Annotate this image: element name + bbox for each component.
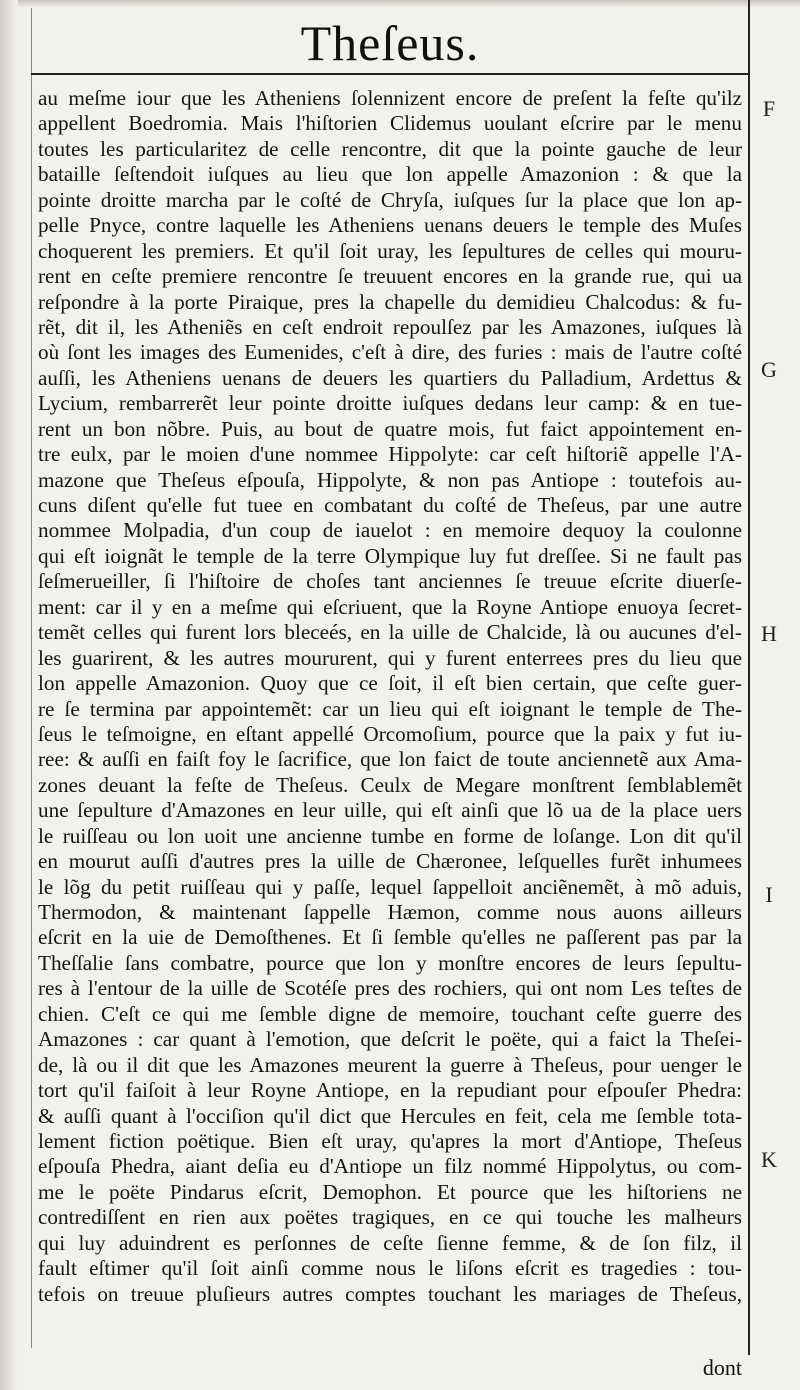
text-line: Amazones : car quant à l'emotion, que deſcrit le poëte, qui a faict la Theſei- [38, 1027, 742, 1052]
text-line: re ſe termina par appointemẽt: car un lieu qui eſt ioignant le temple de The- [38, 696, 742, 721]
text-line: Lycium, rembarrerẽt leur pointe droitte iuſques dedans leur camp: & en tue- [38, 391, 742, 416]
text-line: où ſont les images des Eumenides, c'eſt à dire, des furies : mais de l'autre coſté [38, 340, 742, 365]
text-line: tefois on treuue pluſieurs autres comptes touchant les mariages de Theſeus, [38, 1281, 742, 1306]
text-line: mazone que Theſeus eſpouſa, Hippolyte, & non pas Antiope : toutefois au- [38, 467, 742, 492]
text-line: rẽt, dit il, les Atheniẽs en ceſt endroit repoulſez par les Amazones, iuſques là [38, 314, 742, 339]
text-line: au meſme iour que les Atheniens ſolennizent encore de preſent la feſte qu'ilz [38, 86, 742, 110]
text-line: lement fiction poëtique. Bien eſt uray, qu'apres la mort d'Antiope, Theſeus [38, 1128, 742, 1153]
text-line: cuns diſent qu'elle fut tuee en combatant du coſté de Theſeus, par une autre [38, 493, 742, 517]
catchword: dont [702, 1355, 742, 1380]
header-rule [31, 73, 749, 75]
text-line: rent un bon nõbre. Puis, au bout de quatre mois, fut faict appointement en- [38, 416, 742, 441]
text-line: ree: & auſſi en faiſt foy le ſacrifice, que lon faict de toute anciennetẽ aux Ama- [38, 747, 742, 772]
text-line: tort qu'il faiſoit à leur Royne Antiope, en la repudiant pour eſpouſer Phedra: [38, 1078, 742, 1103]
text-line: ſeus le teſmoigne, en eſtant appellé Orcomoſium, pource que la paix y fut iu- [38, 721, 742, 746]
text-line: Thermodon, & maintenant ſappelle Hæmon, comme nous auons ailleurs [38, 900, 742, 924]
margin-letter-k: K [761, 1147, 777, 1172]
page-top-edge [0, 0, 800, 8]
text-line: pointe droitte marcha par le coſté de Chryſa, iuſques ſur la place que lon ap- [38, 187, 742, 212]
text-line: le lõg du petit ruiſſeau qui y paſſe, lequel ſappelloit anciẽnemẽt, à mõ aduis, [38, 874, 742, 899]
right-border-rule [748, 0, 750, 1355]
gutter-shadow [0, 0, 18, 1390]
margin-letter-i: I [765, 882, 773, 907]
text-line: rent en ceſte premiere rencontre ſe treuuent encores en la grande rue, qui ua [38, 264, 742, 289]
margin-letter-h: H [761, 621, 777, 646]
running-head: Theſeus. [300, 15, 480, 71]
text-line: une ſepulture d'Amazones en leur uille, qui eſt ainſi que lõ ua de la place uers [38, 798, 742, 823]
text-line: Theſſalie ſans combatre, pource que lon y monſtre encores de leurs ſepultu- [38, 950, 742, 975]
text-line: qui eſt ioignãt le temple de la terre Olympique luy fut dreſſee. Si ne fault pas [38, 543, 742, 568]
margin-letter-f: F [762, 96, 776, 121]
text-line: appellent Boedromia. Mais l'hiſtorien Clidemus uoulant eſcrire par le menu [38, 111, 742, 136]
text-line: les guarirent, & les autres moururent, qui y furent enterrees pres du lieu que [38, 645, 742, 670]
text-line: me le poëte Pindarus eſcrit, Demophon. Et pource que les hiſtoriens ne [38, 1179, 742, 1204]
text-line: tre eulx, par le moien d'une nommee Hippolyte: car ceſt hiſtoriẽ appelle l'A- [38, 442, 742, 467]
left-border-rule [31, 8, 32, 1348]
text-line: nommee Molpadia, d'un coup de iauelot : en memoire dequoy la coulonne [38, 518, 742, 543]
text-line: chien. C'eſt ce qui me ſemble digne de memoire, touchant ceſte guerre des [38, 1001, 742, 1026]
text-line: fault eſtimer qu'il ſoit ainſi comme nous le liſons eſcrit es tragedies : tou- [38, 1256, 742, 1281]
text-line: temẽt celles qui furent lors bleceés, en la uille de Chalcide, là ou aucunes d'el- [38, 620, 742, 645]
text-line: eſpouſa Phedra, aiant deſia eu d'Antiope un filz nommé Hippolytus, ou com- [38, 1154, 742, 1179]
text-line: qui luy aduindrent es perſonnes de ceſte ſienne femme, & de ſon filz, il [38, 1230, 742, 1255]
text-line: toutes les particularitez de celle rencontre, dit que la pointe gauche de leur [38, 136, 742, 161]
text-line: bataille ſeſtendoit iuſques au lieu que lon appelle Amazonion : & que la [38, 162, 742, 187]
text-line: zones deuant la feſte de Theſeus. Ceulx de Megare monſtrent ſemblablemẽt [38, 772, 742, 797]
text-line: & auſſi quant à l'occiſion qu'il dict que Hercules en feit, cela me ſemble tota- [38, 1103, 742, 1128]
text-line: en mourut auſſi d'autres pres la uille de Chæronee, leſquelles furẽt inhumees [38, 849, 742, 874]
text-line: le ruiſſeau ou lon uoit une ancienne tumbe en forme de loſange. Lon dit qu'il [38, 823, 742, 848]
text-line: reſpondre à la porte Piraique, pres la chapelle du demidieu Chalcodus: & fu- [38, 289, 742, 314]
text-line: de, là ou il dit que les Amazones meurent la guerre à Theſeus, pour uenger le [38, 1052, 742, 1077]
text-line: eſcrit en la uie de Demoſthenes. Et ſi ſemble qu'elles ne paſſerent pas par la [38, 925, 742, 950]
text-line: ment: car il y en a meſme qui eſcriuent, que la Royne Antiope enuoya ſecret- [38, 594, 742, 619]
text-line: pelle Pnyce, contre laquelle les Atheniens uenans deuers le temple des Muſes [38, 213, 742, 238]
text-line: lon appelle Amazonion. Quoy que ce ſoit, il eſt bien certain, que ceſte guer- [38, 671, 742, 696]
margin-letter-g: G [761, 357, 777, 382]
text-line: res à l'entour de la uille de Scotéſe pres des rochiers, qui ont nom Les teſtes de [38, 976, 742, 1001]
body-text [38, 86, 742, 1307]
text-line: auſſi, les Atheniens uenans de deuers les quartiers du Palladium, Ardettus & [38, 365, 742, 390]
text-line: choquerent les premiers. Et qu'il ſoit uray, les ſepultures de celles qui mouru- [38, 238, 742, 263]
text-line: contrediſſent en rien aux poëtes tragiques, en ce qui touche les malheurs [38, 1205, 742, 1230]
text-line: ſeſmerueiller, ſi l'hiſtoire de choſes tant anciennes ſe treuue eſcrite diuerſe- [38, 569, 742, 594]
